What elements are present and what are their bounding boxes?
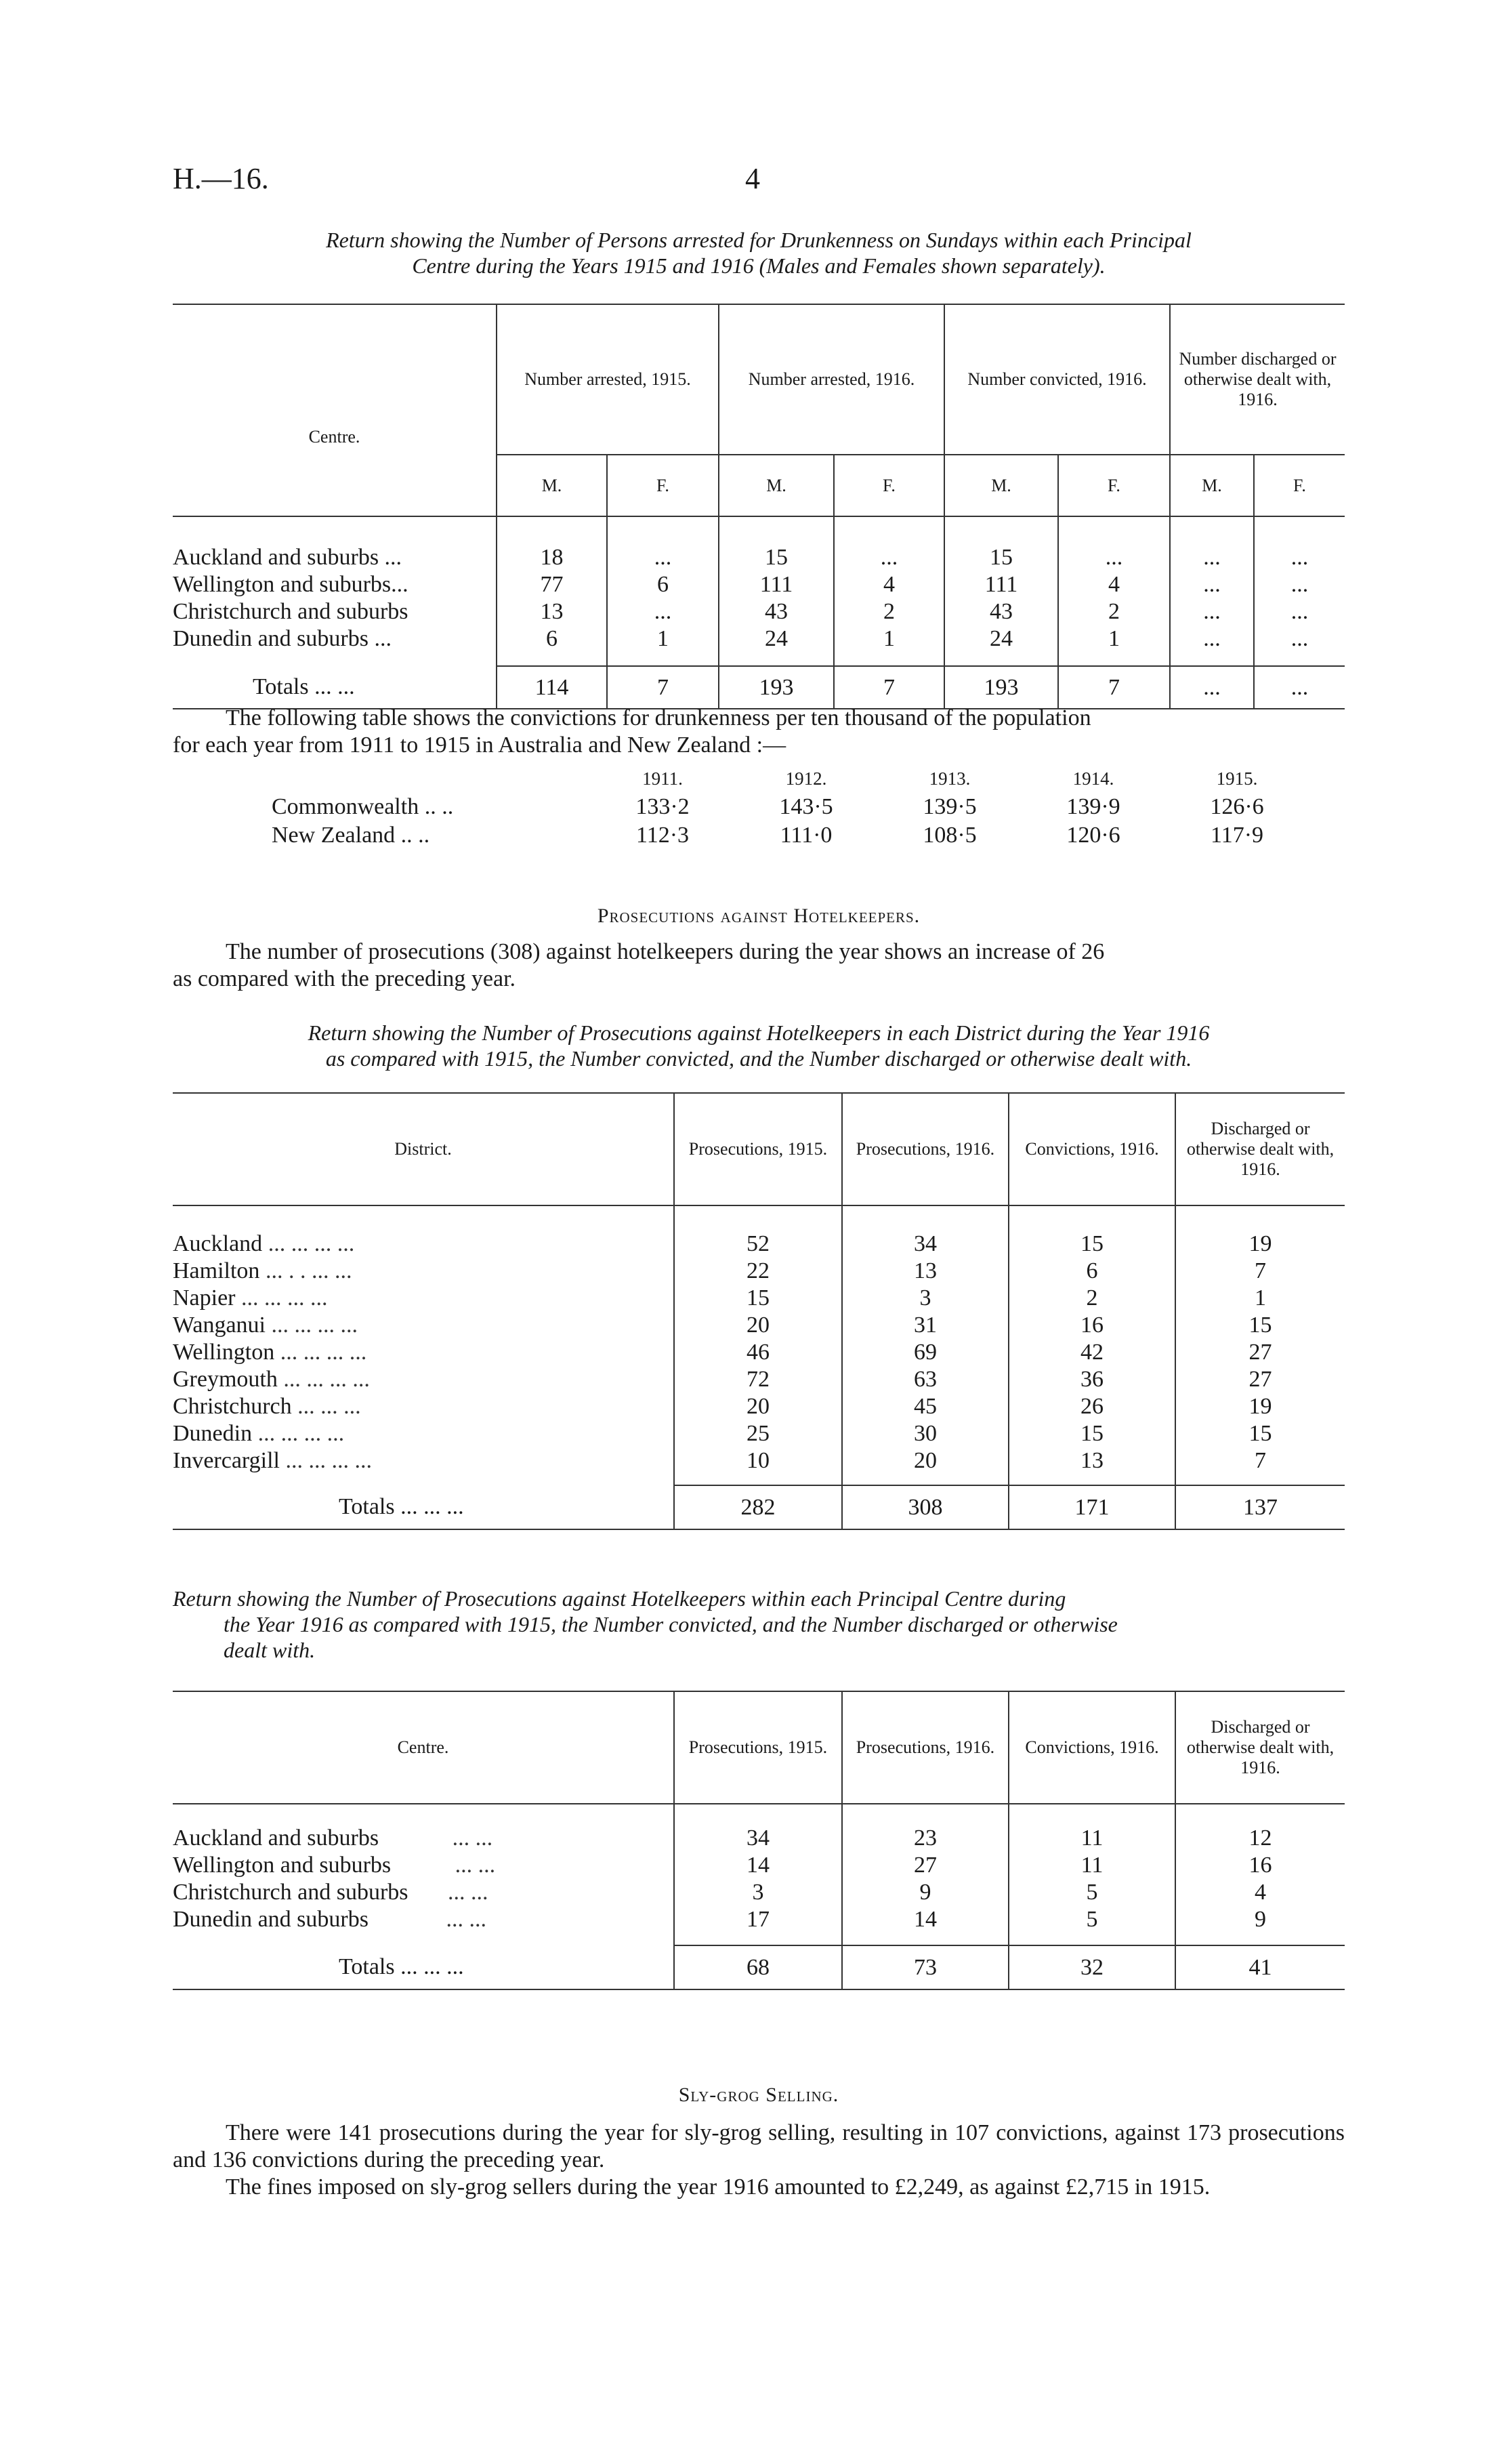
header-prosecutions-1915: Prosecutions, 1915.	[674, 1093, 842, 1205]
table3-caption-line3: dealt with.	[224, 1638, 316, 1662]
header-discharged-1916: Discharged or otherwise dealt with, 1916.	[1175, 1093, 1345, 1205]
cell: 3	[674, 1879, 842, 1906]
leader-dots: ... ...	[455, 1853, 496, 1878]
header-arrested-1915: Number arrested, 1915.	[497, 304, 719, 455]
cell: 13	[1009, 1447, 1175, 1474]
cell: 27	[1175, 1366, 1345, 1393]
header-prosecutions-1916: Prosecutions, 1916.	[842, 1691, 1009, 1804]
cell: 46	[674, 1339, 842, 1366]
cell: ...	[1170, 598, 1254, 625]
cell: ...	[607, 598, 719, 625]
centre-name: Wellington and suburbs	[173, 1853, 392, 1878]
table-row	[173, 1258, 1345, 1285]
cell: ...	[1170, 666, 1254, 709]
cell: 24	[944, 625, 1058, 653]
population-intro-line2: for each year from 1911 to 1915 in Australia and New Zealand :—	[173, 732, 786, 758]
cell: 139·9	[1066, 794, 1120, 819]
table-row	[173, 1393, 1345, 1420]
cell: 30	[842, 1420, 1009, 1447]
cell: 4	[834, 571, 944, 598]
cell: 32	[1009, 1945, 1175, 1989]
cell: 15	[1009, 1231, 1175, 1258]
cell: 69	[842, 1339, 1009, 1366]
cell: 24	[719, 625, 834, 653]
header-discharged-1916: Discharged or otherwise dealt with, 1916.	[1175, 1691, 1345, 1804]
table-prosecutions-by-district	[173, 1092, 1345, 1530]
table-row	[173, 1852, 1345, 1879]
header-discharged-1916: Number discharged or otherwise dealt with, 1916.	[1170, 304, 1345, 455]
header-m: M.	[944, 455, 1058, 516]
cell: 14	[842, 1906, 1009, 1933]
table1-caption	[173, 227, 1345, 278]
table-row	[173, 625, 1345, 653]
cell: 133·2	[635, 794, 690, 819]
cell: 15	[1009, 1420, 1175, 1447]
cell: 111·0	[780, 823, 833, 848]
cell: 42	[1009, 1339, 1175, 1366]
header-m: M.	[1170, 455, 1254, 516]
cell: 143·5	[779, 794, 833, 819]
cell: ...	[834, 544, 944, 571]
cell: 72	[674, 1366, 842, 1393]
cell: 108·5	[923, 823, 977, 848]
cell: 13	[497, 598, 607, 625]
year-header: 1915.	[1216, 768, 1258, 789]
table-row	[173, 1231, 1345, 1258]
district-name: Dunedin	[173, 1421, 253, 1446]
header-f: F.	[834, 455, 944, 516]
cell: 20	[674, 1393, 842, 1420]
page-number: 4	[745, 162, 760, 195]
cell: 14	[674, 1852, 842, 1879]
header-convictions-1916: Convictions, 1916.	[1009, 1691, 1175, 1804]
cell: 25	[674, 1420, 842, 1447]
header-district: District.	[394, 1139, 452, 1159]
leader-dots: ... . . ... ...	[265, 1258, 352, 1283]
cell: 10	[674, 1447, 842, 1474]
cell: ...	[607, 544, 719, 571]
cell: 31	[842, 1312, 1009, 1339]
centre-name: Auckland and suburbs	[173, 1825, 379, 1851]
cell: 137	[1175, 1485, 1345, 1529]
leader-dots: ... ... ...	[297, 1394, 361, 1419]
hotelkeepers-paragraph-line2: as compared with the preceding year.	[173, 966, 516, 991]
cell: 73	[842, 1945, 1009, 1989]
table-row	[173, 1420, 1345, 1447]
table-drunkenness-arrests	[173, 304, 1345, 709]
cell: 77	[497, 571, 607, 598]
centre-name: Wellington and suburbs...	[173, 572, 408, 597]
cell: 52	[674, 1231, 842, 1258]
report-reference: H.—16.	[173, 162, 269, 195]
region-name: New Zealand .. ..	[272, 823, 430, 848]
section-heading-sly-grog: Sly-grog Selling.	[678, 2084, 839, 2106]
cell: 18	[497, 544, 607, 571]
table-row	[173, 1825, 1345, 1852]
cell: 111	[719, 571, 834, 598]
table-row	[173, 1339, 1345, 1366]
leader-dots: ... ... ... ...	[285, 1448, 372, 1473]
cell: 26	[1009, 1393, 1175, 1420]
table-row	[173, 544, 1345, 571]
cell: 1	[834, 625, 944, 653]
cell: 5	[1009, 1879, 1175, 1906]
cell: ...	[1254, 666, 1345, 709]
centre-name: Dunedin and suburbs	[173, 1907, 369, 1932]
cell: 111	[944, 571, 1058, 598]
leader-dots: ... ...	[452, 1825, 493, 1851]
district-name: Wellington	[173, 1340, 275, 1365]
table-row	[173, 1366, 1345, 1393]
cell: 16	[1175, 1852, 1345, 1879]
cell: 15	[944, 544, 1058, 571]
cell: 9	[1175, 1906, 1345, 1933]
district-name: Auckland	[173, 1231, 263, 1256]
cell: 23	[842, 1825, 1009, 1852]
cell: 13	[842, 1258, 1009, 1285]
leader-dots: ... ... ... ...	[271, 1313, 358, 1338]
cell: 27	[1175, 1339, 1345, 1366]
cell: 117·9	[1210, 823, 1264, 848]
cell: 5	[1009, 1906, 1175, 1933]
cell: 15	[674, 1285, 842, 1312]
cell: 6	[1009, 1258, 1175, 1285]
population-intro-line1: The following table shows the convictions for drunkenness per ten thousand of the population	[226, 705, 1091, 730]
cell: 7	[607, 666, 719, 709]
cell: 126·6	[1210, 794, 1264, 819]
table-row	[173, 1312, 1345, 1339]
cell: 308	[842, 1485, 1009, 1529]
cell: ...	[1170, 544, 1254, 571]
cell: 2	[834, 598, 944, 625]
header-centre: Centre.	[397, 1737, 449, 1757]
hotelkeepers-paragraph	[173, 938, 1345, 993]
table-row	[173, 1906, 1345, 1933]
region-name: Commonwealth .. ..	[272, 794, 454, 819]
totals-label: Totals ... ... ...	[339, 1494, 464, 1519]
sly-grog-paragraph-2: The fines imposed on sly-grog sellers during the year 1916 amounted to £2,249, as against £2,715 in 1915.	[226, 2174, 1211, 2200]
centre-name: Dunedin and suburbs ...	[173, 626, 392, 651]
cell: 43	[944, 598, 1058, 625]
sly-grog-paragraph-1: There were 141 prosecutions during the year for sly-grog selling, resulting in 107 convictions, against 173 prosecutions and 136 convictions during the preceding year.	[173, 2120, 1345, 2172]
table-row	[271, 821, 1309, 850]
table2-caption-line1: Return showing the Number of Prosecutions against Hotelkeepers in each District during the Year 1916	[308, 1020, 1210, 1045]
table-row	[173, 1447, 1345, 1474]
district-name: Napier	[173, 1285, 236, 1310]
header-prosecutions-1916: Prosecutions, 1916.	[842, 1093, 1009, 1205]
centre-name: Christchurch and suburbs	[173, 1880, 408, 1905]
cell: 193	[719, 666, 834, 709]
cell: 2	[1058, 598, 1170, 625]
cell: 6	[497, 625, 607, 653]
cell: ...	[1170, 625, 1254, 653]
cell: 7	[1175, 1258, 1345, 1285]
header-f: F.	[607, 455, 719, 516]
district-name: Christchurch	[173, 1394, 292, 1419]
cell: 20	[842, 1447, 1009, 1474]
cell: 20	[674, 1312, 842, 1339]
cell: 1	[1058, 625, 1170, 653]
cell: ...	[1254, 625, 1345, 653]
cell: ...	[1170, 571, 1254, 598]
totals-row	[173, 1485, 1345, 1529]
section-heading-hotelkeepers: Prosecutions against Hotelkeepers.	[597, 905, 921, 927]
leader-dots: ... ... ... ...	[241, 1285, 328, 1310]
cell: 11	[1009, 1825, 1175, 1852]
cell: 16	[1009, 1312, 1175, 1339]
cell: 34	[842, 1231, 1009, 1258]
totals-label: Totals ... ... ...	[339, 1954, 464, 1979]
cell: 15	[1175, 1312, 1345, 1339]
header-f: F.	[1254, 455, 1345, 516]
cell: ...	[1058, 544, 1170, 571]
district-name: Greymouth	[173, 1367, 278, 1392]
cell: 15	[719, 544, 834, 571]
table-convictions-per-ten-thousand	[271, 764, 1309, 850]
sly-grog-paragraphs	[173, 2120, 1345, 2201]
year-header: 1914.	[1072, 768, 1114, 789]
cell: 6	[607, 571, 719, 598]
cell: ...	[1254, 544, 1345, 571]
year-header: 1912.	[785, 768, 827, 789]
cell: 41	[1175, 1945, 1345, 1989]
leader-dots: ... ... ... ...	[268, 1231, 355, 1256]
header-m: M.	[719, 455, 834, 516]
table2-caption-line2: as compared with 1915, the Number convicted, and the Number discharged or otherwise dealt with.	[325, 1046, 1192, 1071]
table3-caption-line1: Return showing the Number of Prosecutions against Hotelkeepers within each Principal Centre during	[173, 1586, 1066, 1611]
centre-name: Christchurch and suburbs	[173, 599, 408, 624]
header-prosecutions-1915: Prosecutions, 1915.	[674, 1691, 842, 1804]
cell: 19	[1175, 1393, 1345, 1420]
cell: 17	[674, 1906, 842, 1933]
cell: 3	[842, 1285, 1009, 1312]
table3-caption	[173, 1586, 1345, 1663]
cell: 36	[1009, 1366, 1175, 1393]
cell: 114	[497, 666, 607, 709]
table1-caption-line1: Return showing the Number of Persons arrested for Drunkenness on Sundays within each Principal	[326, 228, 1192, 252]
cell: 11	[1009, 1852, 1175, 1879]
leader-dots: ... ... ... ...	[280, 1340, 367, 1365]
cell: 9	[842, 1879, 1009, 1906]
cell: 193	[944, 666, 1058, 709]
totals-row	[173, 1945, 1345, 1989]
table2-caption	[173, 1020, 1345, 1071]
header-m: M.	[497, 455, 607, 516]
year-header: 1913.	[929, 768, 971, 789]
cell: 4	[1058, 571, 1170, 598]
cell: 1	[1175, 1285, 1345, 1312]
cell: 7	[1058, 666, 1170, 709]
cell: 68	[674, 1945, 842, 1989]
district-name: Invercargill	[173, 1448, 280, 1473]
cell: ...	[1254, 571, 1345, 598]
cell: 139·5	[923, 794, 977, 819]
header-convicted-1916: Number convicted, 1916.	[944, 304, 1170, 455]
cell: 120·6	[1066, 823, 1120, 848]
leader-dots: ... ...	[448, 1880, 488, 1905]
cell: 7	[834, 666, 944, 709]
cell: 63	[842, 1366, 1009, 1393]
table-row	[173, 1285, 1345, 1312]
cell: 1	[607, 625, 719, 653]
header-centre: Centre.	[308, 427, 360, 447]
table-row	[173, 571, 1345, 598]
year-header: 1911.	[642, 768, 683, 789]
leader-dots: ... ... ... ...	[257, 1421, 345, 1446]
cell: 15	[1175, 1420, 1345, 1447]
population-intro	[173, 705, 1345, 759]
totals-row	[173, 666, 1345, 709]
table-prosecutions-by-centre	[173, 1691, 1345, 1990]
hotelkeepers-paragraph-line1: The number of prosecutions (308) against hotelkeepers during the year shows an increase of 26	[226, 939, 1105, 964]
cell: 7	[1175, 1447, 1345, 1474]
cell: 27	[842, 1852, 1009, 1879]
cell: 22	[674, 1258, 842, 1285]
table-row	[173, 1879, 1345, 1906]
header-arrested-1916: Number arrested, 1916.	[719, 304, 944, 455]
district-name: Hamilton	[173, 1258, 260, 1283]
table-row	[271, 793, 1309, 821]
header-f: F.	[1058, 455, 1170, 516]
cell: 4	[1175, 1879, 1345, 1906]
cell: 112·3	[635, 823, 690, 848]
centre-name: Auckland and suburbs ...	[173, 545, 402, 570]
cell: 19	[1175, 1231, 1345, 1258]
leader-dots: ... ... ... ...	[283, 1367, 370, 1392]
table1-caption-line2: Centre during the Years 1915 and 1916 (Males and Females shown separately).	[412, 253, 1106, 278]
cell: 2	[1009, 1285, 1175, 1312]
leader-dots: ... ...	[446, 1907, 486, 1932]
cell: 171	[1009, 1485, 1175, 1529]
cell: 34	[674, 1825, 842, 1852]
cell: ...	[1254, 598, 1345, 625]
table-row	[173, 598, 1345, 625]
cell: 282	[674, 1485, 842, 1529]
district-name: Wanganui	[173, 1313, 266, 1338]
cell: 43	[719, 598, 834, 625]
cell: 45	[842, 1393, 1009, 1420]
header-convictions-1916: Convictions, 1916.	[1009, 1093, 1175, 1205]
table3-caption-line2: the Year 1916 as compared with 1915, the Number convicted, and the Number discharged or otherwise	[224, 1612, 1118, 1636]
totals-label: Totals ... ...	[253, 674, 355, 699]
cell: 12	[1175, 1825, 1345, 1852]
